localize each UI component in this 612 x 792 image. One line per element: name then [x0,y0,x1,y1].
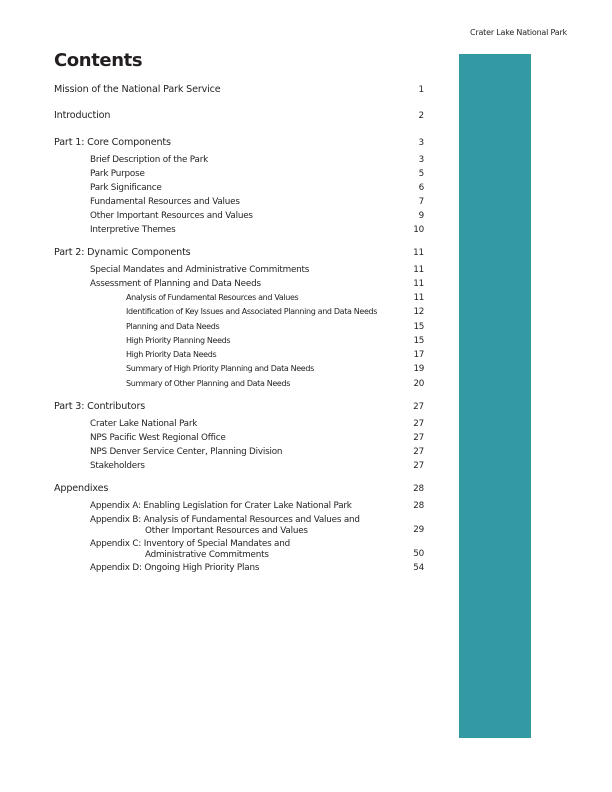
toc-subentry[interactable] [54,209,424,223]
toc-label: Other Important Resources and Values [90,211,253,221]
toc-appendix-a[interactable] [54,499,424,513]
toc-page-number: 11 [413,293,424,303]
toc-label: Fundamental Resources and Values [90,197,240,207]
decorative-teal-bar [459,54,531,738]
toc-label: Appendix C: Inventory of Special Mandates and [90,539,291,550]
toc-page-number: 28 [413,501,424,512]
toc-entry-appendixes[interactable] [54,483,424,495]
toc-label: Appendix A: Enabling Legislation for Crater Lake National Park [90,501,352,512]
toc-page-number: 54 [413,563,424,574]
toc-label: Introduction [54,110,111,121]
toc-page-number: 5 [418,169,424,179]
toc-label: Park Purpose [90,169,145,179]
toc-entry-part2[interactable] [54,247,424,259]
toc-subsubentry[interactable] [54,362,424,376]
toc-appendix-c[interactable] [54,539,424,561]
toc-subentry[interactable] [54,167,424,181]
toc-subsubentry[interactable] [54,348,424,362]
toc-label: Brief Description of the Park [90,155,209,165]
toc-page-number: 12 [413,307,424,318]
toc-subentry[interactable] [54,459,424,473]
toc-page-number: 27 [413,461,424,472]
toc-page-number: 27 [413,419,424,430]
toc-appendix-b[interactable] [54,515,424,537]
toc-subentry[interactable] [54,277,424,291]
toc-page-number: 17 [413,350,424,361]
toc-label: Mission of the National Park Service [54,84,221,95]
toc-page-number: 28 [413,484,424,495]
toc-page-number: 11 [413,265,424,275]
toc-label: Crater Lake National Park [90,419,198,430]
table-of-contents [54,84,424,575]
toc-page-number: 20 [413,378,424,389]
toc-label: Interpretive Themes [90,225,176,235]
toc-label: Appendix D: Ongoing High Priority Plans [90,563,260,574]
toc-page-number: 29 [413,525,424,536]
toc-subsubentry[interactable] [54,377,424,391]
toc-page-number: 27 [413,447,424,458]
toc-subentry[interactable] [54,223,424,237]
toc-page-number: 9 [418,211,424,221]
toc-entry-mission[interactable] [54,84,424,96]
toc-label: Special Mandates and Administrative Commitments [90,265,310,275]
toc-page-number: 2 [418,111,424,121]
toc-label: Park Significance [90,183,162,193]
toc-entry-part1[interactable] [54,137,424,149]
toc-entry-introduction[interactable] [54,110,424,122]
toc-page-number: 50 [413,549,424,560]
running-head: Crater Lake National Park [469,28,567,37]
toc-subentry[interactable] [54,431,424,445]
toc-label: High Priority Planning Needs [126,335,231,345]
toc-page-number: 6 [418,183,424,193]
toc-subsubentry[interactable] [54,320,424,334]
toc-label: High Priority Data Needs [126,350,217,360]
toc-subsubentry[interactable] [54,334,424,348]
toc-page-number: 7 [418,197,424,207]
toc-label: NPS Pacific West Regional Office [90,433,226,444]
toc-page-number: 3 [418,155,424,165]
toc-subentry[interactable] [54,445,424,459]
toc-subentry[interactable] [54,417,424,431]
toc-label: Analysis of Fundamental Resources and Values [126,293,299,302]
toc-label: Part 1: Core Components [54,137,171,148]
toc-page-number: 11 [413,248,424,258]
toc-label: Planning and Data Needs [126,321,220,331]
toc-page-number: 15 [413,335,424,346]
toc-page-number: 15 [413,321,424,332]
toc-label: NPS Denver Service Center, Planning Division [90,447,283,458]
toc-subsubentry[interactable] [54,305,424,319]
toc-label-continued: Administrative Commitments [145,550,269,561]
toc-appendix-d[interactable] [54,561,424,575]
toc-label: Identification of Key Issues and Associated Planning and Data Needs [126,307,378,317]
toc-label: Summary of Other Planning and Data Needs [126,378,291,388]
toc-subentry[interactable] [54,195,424,209]
page-title: Contents [54,50,143,71]
toc-label: Assessment of Planning and Data Needs [90,279,261,289]
toc-label: Stakeholders [90,461,145,472]
toc-label: Appendix B: Analysis of Fundamental Resources and Values and [90,515,360,526]
toc-label: Part 2: Dynamic Components [54,247,191,258]
toc-subentry[interactable] [54,153,424,167]
toc-label: Appendixes [54,483,109,495]
toc-page-number: 1 [418,85,424,95]
toc-subsubentry[interactable] [54,291,424,305]
toc-label: Part 3: Contributors [54,401,146,413]
toc-page-number: 27 [413,433,424,444]
toc-subentry[interactable] [54,263,424,277]
toc-page-number: 19 [413,364,424,375]
toc-label: Summary of High Priority Planning and Data Needs [126,364,314,374]
toc-page-number: 27 [413,402,424,413]
toc-label-continued: Other Important Resources and Values [145,526,308,537]
toc-entry-part3[interactable] [54,401,424,413]
toc-page-number: 10 [413,225,424,235]
toc-subentry[interactable] [54,181,424,195]
toc-page-number: 3 [418,138,424,148]
toc-page-number: 11 [413,279,424,289]
